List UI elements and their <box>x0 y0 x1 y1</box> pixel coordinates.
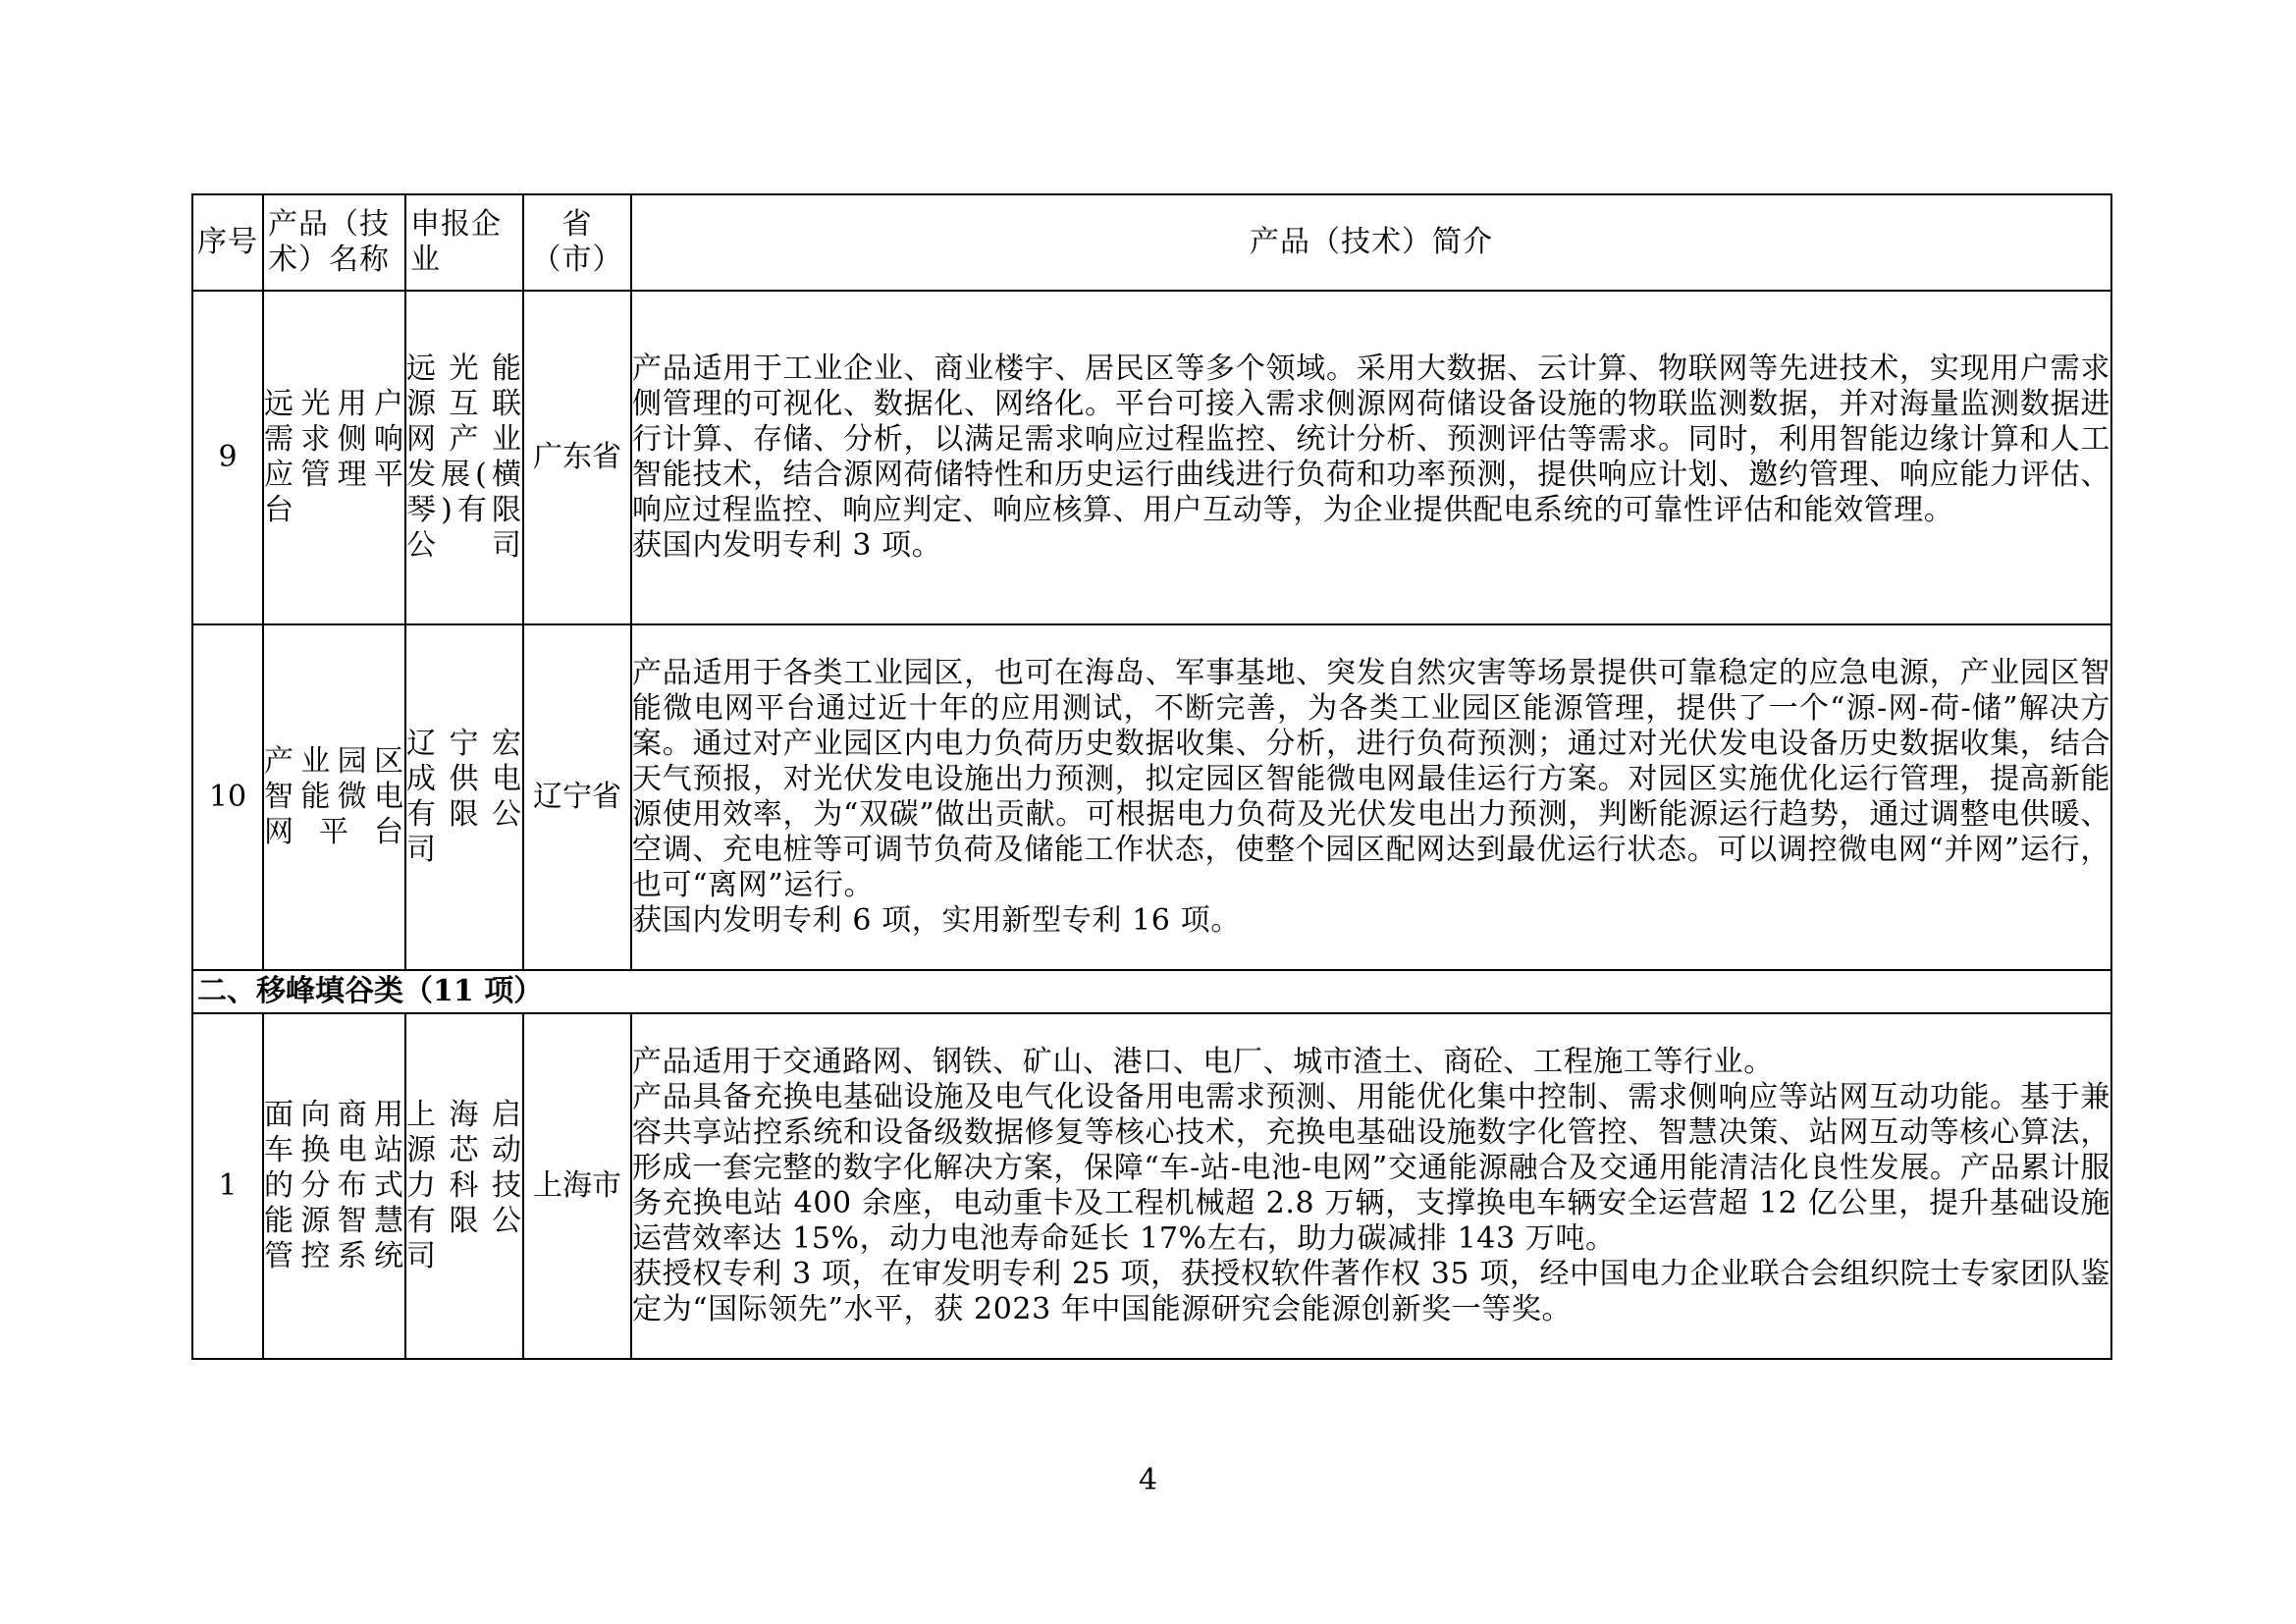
row-patent-text: 获授权专利 3 项，在审发明专利 25 项，获授权软件著作权 35 项，经中国电力企业联合会组织院士专家团队鉴定为“国际领先”水平，获 2023 年中国能源研究会能源创新奖一等奖。 <box>632 1257 2110 1326</box>
row-intro-line1: 产品适用于交通路网、钢铁、矿山、港口、电厂、城市渣土、商砼、工程施工等行业。 <box>632 1045 1774 1079</box>
row-province: 广东省 <box>523 291 631 624</box>
row-patent-text: 获国内发明专利 6 项，实用新型专利 16 项。 <box>632 903 1241 938</box>
section-title: 二、移峰填谷类（11 项） <box>192 970 2111 1013</box>
row-seq: 9 <box>192 291 263 624</box>
row-intro <box>631 291 2111 624</box>
header-seq: 序号 <box>192 194 263 291</box>
header-province: 省（市） <box>523 194 631 291</box>
row-intro <box>631 624 2111 970</box>
row-intro-text: 产品具备充换电基础设施及电气化设备用电需求预测、用能优化集中控制、需求侧响应等站网互动功能。基于兼容共享站控系统和设备级数据修复等核心技术，充换电基础设施数字化管控、智慧决策、站网互动等核心算法，形成一套完整的数字化解决方案，保障“车-站-电池-电网”交通能源融合及交通用能清洁化良性发展。产品累计服务充换电站 400 余座，电动重卡及工程机械超 2.8 万辆，支撑换电车辆安全运营超 12 亿公里，提升基础设施运营效率达 15%，动力电池寿命延长 17%左右，助力碳减排 143 万吨。 <box>632 1080 2110 1256</box>
product-table <box>191 193 2112 1360</box>
row-province: 辽宁省 <box>523 624 631 970</box>
header-name: 产品（技术）名称 <box>263 194 405 291</box>
row-product-name: 面向商用车换电站的分布式能源智慧管控系统 <box>263 1013 405 1359</box>
row-company: 上海启源芯动力科技有限公司 <box>405 1013 523 1359</box>
row-seq: 1 <box>192 1013 263 1359</box>
header-company: 申报企业 <box>405 194 523 291</box>
table-row <box>192 1013 2111 1359</box>
table-row <box>192 291 2111 624</box>
row-company: 辽宁宏成供电有限公司 <box>405 624 523 970</box>
header-intro: 产品（技术）简介 <box>631 194 2111 291</box>
section-header-row <box>192 970 2111 1013</box>
row-intro-text: 产品适用于工业企业、商业楼宇、居民区等多个领域。采用大数据、云计算、物联网等先进技术，实现用户需求侧管理的可视化、数据化、网络化。平台可接入需求侧源网荷储设备设施的物联监测数据，并对海量监测数据进行计算、存储、分析，以满足需求响应过程监控、统计分析、预测评估等需求。同时，利用智能边缘计算和人工智能技术，结合源网荷储特性和历史运行曲线进行负荷和功率预测，提供响应计划、邀约管理、响应能力评估、响应过程监控、响应判定、响应核算、用户互动等，为企业提供配电系统的可靠性评估和能效管理。 <box>632 352 2110 527</box>
row-seq: 10 <box>192 624 263 970</box>
table-row <box>192 624 2111 970</box>
row-intro-text: 产品适用于各类工业园区，也可在海岛、军事基地、突发自然灾害等场景提供可靠稳定的应急电源，产业园区智能微电网平台通过近十年的应用测试，不断完善，为各类工业园区能源管理，提供了一个“源-网-荷-储”解决方案。通过对产业园区内电力负荷历史数据收集、分析，进行负荷预测；通过对光伏发电设备历史数据收集，结合天气预报，对光伏发电设施出力预测，拟定园区智能微电网最佳运行方案。对园区实施优化运行管理，提高新能源使用效率，为“双碳”做出贡献。可根据电力负荷及光伏发电出力预测，判断能源运行趋势，通过调整电供暖、空调、充电桩等可调节负荷及储能工作状态，使整个园区配网达到最优运行状态。可以调控微电网“并网”运行，也可“离网”运行。 <box>632 656 2110 902</box>
row-patent-text: 获国内发明专利 3 项。 <box>632 528 942 563</box>
row-company: 远光能源互联网产业发展(横琴)有限公司 <box>405 291 523 624</box>
row-intro <box>631 1013 2111 1359</box>
row-province: 上海市 <box>523 1013 631 1359</box>
page-number: 4 <box>1138 1463 1158 1497</box>
table-header-row <box>192 194 2111 291</box>
row-product-name: 远光用户需求侧响应管理平台 <box>263 291 405 624</box>
row-product-name: 产业园区智能微电网平台 <box>263 624 405 970</box>
